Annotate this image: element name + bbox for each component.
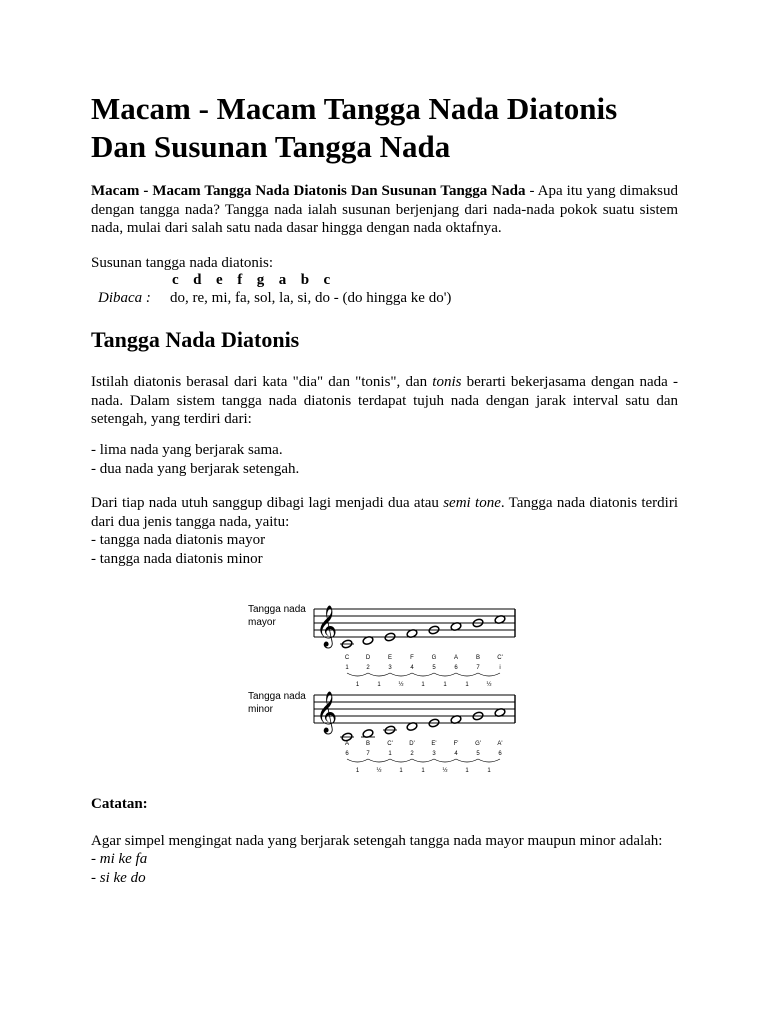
istilah-text-after: berarti bekerjasama dengan nada - nada. Dalam sistem tangga nada diatonis terdapat tujuh nada dengan jarak interval satu dan setengah, yang terdiri dari: [91,374,678,427]
step-size: 1 [443,682,447,688]
section-title: Tangga Nada Diatonis [91,327,300,352]
scale-note: g [256,272,265,288]
step-brace [478,759,500,762]
step-brace [434,673,456,676]
note-number: 6 [345,751,349,757]
note-number: 5 [432,665,436,671]
mayor-label-line2: mayor [248,617,276,628]
dari-text-after: . Tangga nada diatonis terdiri dari dua jenis tangga nada, yaitu: [91,495,678,530]
step-brace [347,759,368,762]
minor-label-line1: Tangga nada [248,691,306,702]
step-brace [347,673,368,676]
note-name: E' [431,741,437,747]
list-item: - dua nada yang berjarak setengah. [91,460,300,477]
scale-notes-row [172,272,345,289]
istilah-italic: tonis [432,374,462,390]
note-name: F [410,655,414,661]
note-name: C [344,655,350,661]
step-size: 1 [421,768,425,774]
scale-note: a [278,272,287,288]
step-brace [368,759,390,762]
minor-label-line2: minor [248,704,274,715]
step-size: ½ [442,768,448,774]
intro-bold-lead: Macam - Macam Tangga Nada Diatonis Dan Susunan Tangga Nada [91,183,526,199]
tips-list [91,850,678,887]
step-brace [456,759,478,762]
tip-item: - mi ke fa [91,851,148,867]
note-number: i [499,665,501,671]
step-brace [434,759,456,762]
mayor-note-labels [345,655,503,688]
step-size: ½ [486,682,492,688]
list-item: - tangga nada diatonis mayor [91,532,266,548]
note-name: C' [497,655,503,661]
mayor-label-line1: Tangga nada [248,604,306,615]
note-name: G' [475,741,481,747]
note-number: 7 [476,665,480,671]
scale-note: d [193,272,202,288]
treble-clef-icon: 𝄞 [316,606,338,647]
note-number: 4 [454,751,458,757]
note-number: 6 [454,665,458,671]
note-name: B [475,655,481,661]
catatan-heading: Catatan: [91,796,148,812]
note-name: A' [497,741,503,747]
note-name: A [344,741,350,747]
minor-note-labels [345,741,503,774]
step-brace [478,673,500,676]
note-name: A [453,655,459,661]
note-number: 3 [388,665,392,671]
step-size: ½ [376,768,382,774]
note-name: G [431,655,437,661]
step-brace [368,673,390,676]
list-item: - lima nada yang berjarak sama. [91,442,283,458]
step-size: ½ [398,682,404,688]
istilah-paragraph [91,373,678,429]
agar-paragraph: Agar simpel mengingat nada yang berjarak setengah tangga nada mayor maupun minor adalah: [91,833,663,849]
dibaca-row [98,290,451,307]
note-number: 6 [498,751,502,757]
note-number: 2 [410,751,414,757]
step-brace [390,673,412,676]
note-name: E [387,655,393,661]
note-name: D [365,655,371,661]
dibaca-value: do, re, mi, fa, sol, la, si, do - (do hingga ke do') [170,290,452,306]
intro-text: - Apa itu yang dimaksud dengan tangga nada? Tangga nada ialah susunan berjenjang dari nada-nada pokok suatu sistem nada, mulai dari salah satu nada dasar hingga dengan nada oktafnya. [91,183,678,236]
note-number: 4 [410,665,414,671]
note-number: 1 [388,751,392,757]
intro-paragraph [91,182,678,238]
susunan-label: Susunan tangga nada diatonis: [91,255,274,271]
scale-note: e [216,272,223,288]
mayor-staff [314,605,515,649]
step-brace [412,673,434,676]
tip-item: - si ke do [91,869,146,886]
page-title: Macam - Macam Tangga Nada Diatonis Dan Susunan Tangga Nada [91,91,618,164]
step-size: 1 [465,682,469,688]
dari-text-before: Dari tiap nada utuh sanggup dibagi lagi menjadi dua atau [91,495,444,511]
note-number: 3 [432,751,436,757]
note-number: 5 [476,751,480,757]
dari-italic: semi tone [443,495,501,511]
step-brace [456,673,478,676]
step-size: 1 [465,768,469,774]
treble-clef-icon: 𝄞 [316,692,338,733]
scale-note: f [237,272,243,288]
note-number: 2 [366,665,370,671]
scale-note: b [300,272,310,288]
step-size: 1 [421,682,425,688]
note-number: 1 [345,665,349,671]
step-brace [390,759,412,762]
list-jarak [91,441,678,478]
istilah-text-before: Istilah diatonis berasal dari kata "dia" dan "tonis", dan [91,374,433,390]
step-size: 1 [377,682,381,688]
note-number: 7 [366,751,370,757]
step-size: 1 [355,682,360,688]
note-name: D' [409,741,415,747]
scale-figure [248,598,528,783]
step-brace [412,759,434,762]
note-name: C' [387,741,393,747]
minor-staff [314,691,515,742]
list-item: - tangga nada diatonis minor [91,550,263,567]
note-name: B [365,741,371,747]
dari-paragraph [91,494,678,568]
note-name: F' [453,741,459,747]
dibaca-label: Dibaca : [98,290,151,306]
scale-figure-svg [248,598,528,778]
step-size: 1 [487,768,491,774]
step-size: 1 [355,768,360,774]
step-size: 1 [399,768,403,774]
scale-note: c [323,272,331,288]
scale-note: c [172,272,179,288]
